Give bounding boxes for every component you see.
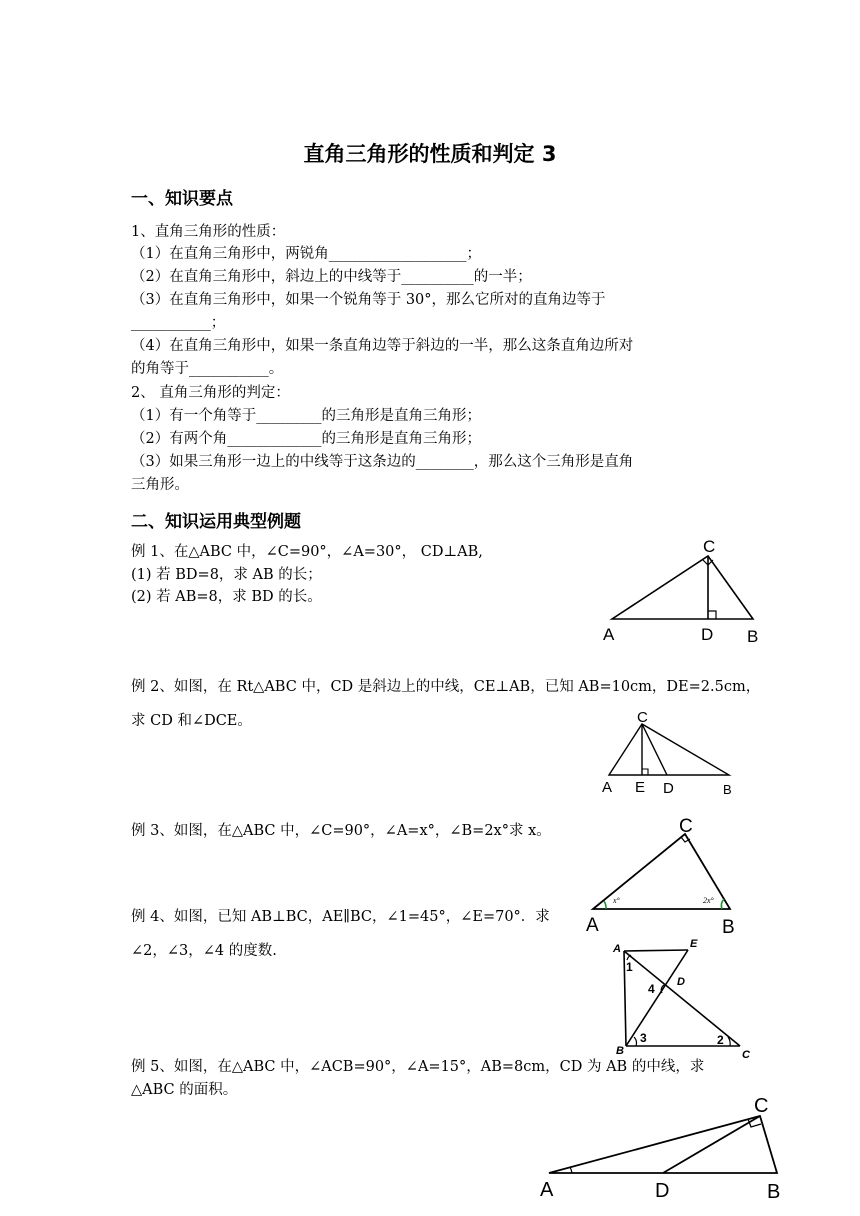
fig2-label-d: D: [663, 780, 674, 797]
page-title: 直角三角形的性质和判定 3: [303, 142, 557, 166]
example-1-line: 例 1、在△ABC 中，∠C=90°，∠A=30°， CD⊥AB,: [131, 544, 483, 560]
fig4-angle-2: 2: [717, 1033, 724, 1047]
text-line: （2）在直角三角形中，斜边上的中线等于__________的一半；: [131, 269, 532, 285]
fig2-label-b: B: [723, 782, 732, 797]
text-line: （1）在直角三角形中，两锐角___________________；: [131, 246, 481, 262]
figure-1: [612, 556, 753, 619]
text-line: 2、 直角三角形的判定：: [131, 385, 290, 401]
fig3-angle-b-arc: [721, 899, 724, 909]
fig4-angle-1: 1: [626, 960, 633, 974]
fig2-label-c: C: [637, 709, 648, 726]
example-5-line: 例 5、如图，在△ABC 中，∠ACB=90°，∠A=15°，AB=8cm，CD 为 AB 的中线，求: [131, 1059, 705, 1075]
text-line: 的角等于___________。: [131, 361, 284, 377]
fig5-label-a: A: [540, 1179, 554, 1201]
example-2-line: 例 2、如图，在 Rt△ABC 中，CD 是斜边上的中线，CE⊥AB，已知 AB=10cm，DE=2.5cm，: [131, 679, 761, 695]
fig3-label-a: A: [586, 915, 599, 936]
example-2-line: 求 CD 和∠DCE。: [131, 713, 252, 729]
fig3-angle-b-label: 2x°: [703, 896, 714, 905]
fig1-label-b: B: [747, 627, 759, 646]
text-line: （3）如果三角形一边上的中线等于这条边的________，那么这个三角形是直角: [131, 454, 634, 470]
text-line: 三角形。: [131, 477, 189, 493]
fig2-label-e: E: [635, 779, 646, 796]
fig4-angle-4: 4: [648, 982, 655, 996]
example-1-line: (2) 若 AB=8，求 BD 的长。: [131, 589, 322, 605]
example-1-line: (1) 若 BD=8，求 AB 的长；: [131, 567, 322, 583]
fig4-label-d: D: [677, 976, 685, 988]
fig5-label-c: C: [754, 1095, 769, 1117]
fig4-label-b: B: [616, 1045, 624, 1057]
text-line: （3）在直角三角形中，如果一个锐角等于 30°，那么它所对的直角边等于: [131, 292, 606, 308]
text-line: （4）在直角三角形中，如果一条直角边等于斜边的一半，那么这条直角边所对: [131, 338, 634, 354]
section-heading-examples: 二、知识运用典型例题: [131, 512, 301, 532]
figure-5: [549, 1116, 777, 1173]
section-heading-knowledge: 一、知识要点: [131, 189, 233, 209]
example-4-line: 例 4、如图，已知 AB⊥BC，AE∥BC，∠1=45°，∠E=70°．求: [131, 909, 550, 925]
figure-2: [609, 724, 729, 775]
example-3-line: 例 3、如图，在△ABC 中，∠C=90°，∠A=x°，∠B=2x°求 x。: [131, 823, 551, 839]
text-line: 1、直角三角形的性质：: [131, 224, 286, 240]
text-line: ___________；: [131, 315, 226, 331]
example-5-line: △ABC 的面积。: [131, 1082, 238, 1098]
fig5-label-b: B: [767, 1181, 781, 1203]
fig3-angle-a-arc: [604, 901, 606, 909]
fig1-label-a: A: [603, 625, 615, 644]
fig2-label-a: A: [602, 779, 613, 796]
fig4-label-e: E: [690, 938, 698, 950]
fig3-angle-a-label: x°: [613, 896, 620, 905]
text-line: （1）有一个角等于_________的三角形是直角三角形；: [131, 408, 481, 424]
fig3-label-b: B: [722, 917, 735, 938]
text-line: （2）有两个角_____________的三角形是直角三角形；: [131, 431, 481, 447]
fig4-label-a: A: [613, 943, 621, 955]
fig4-label-c: C: [742, 1049, 750, 1061]
fig5-label-d: D: [655, 1180, 670, 1202]
fig1-label-c: C: [703, 537, 716, 556]
fig1-label-d: D: [701, 625, 714, 644]
fig4-angle-3: 3: [640, 1031, 647, 1045]
fig3-label-c: C: [679, 816, 693, 837]
example-4-line: ∠2，∠3，∠4 的度数.: [131, 943, 277, 959]
